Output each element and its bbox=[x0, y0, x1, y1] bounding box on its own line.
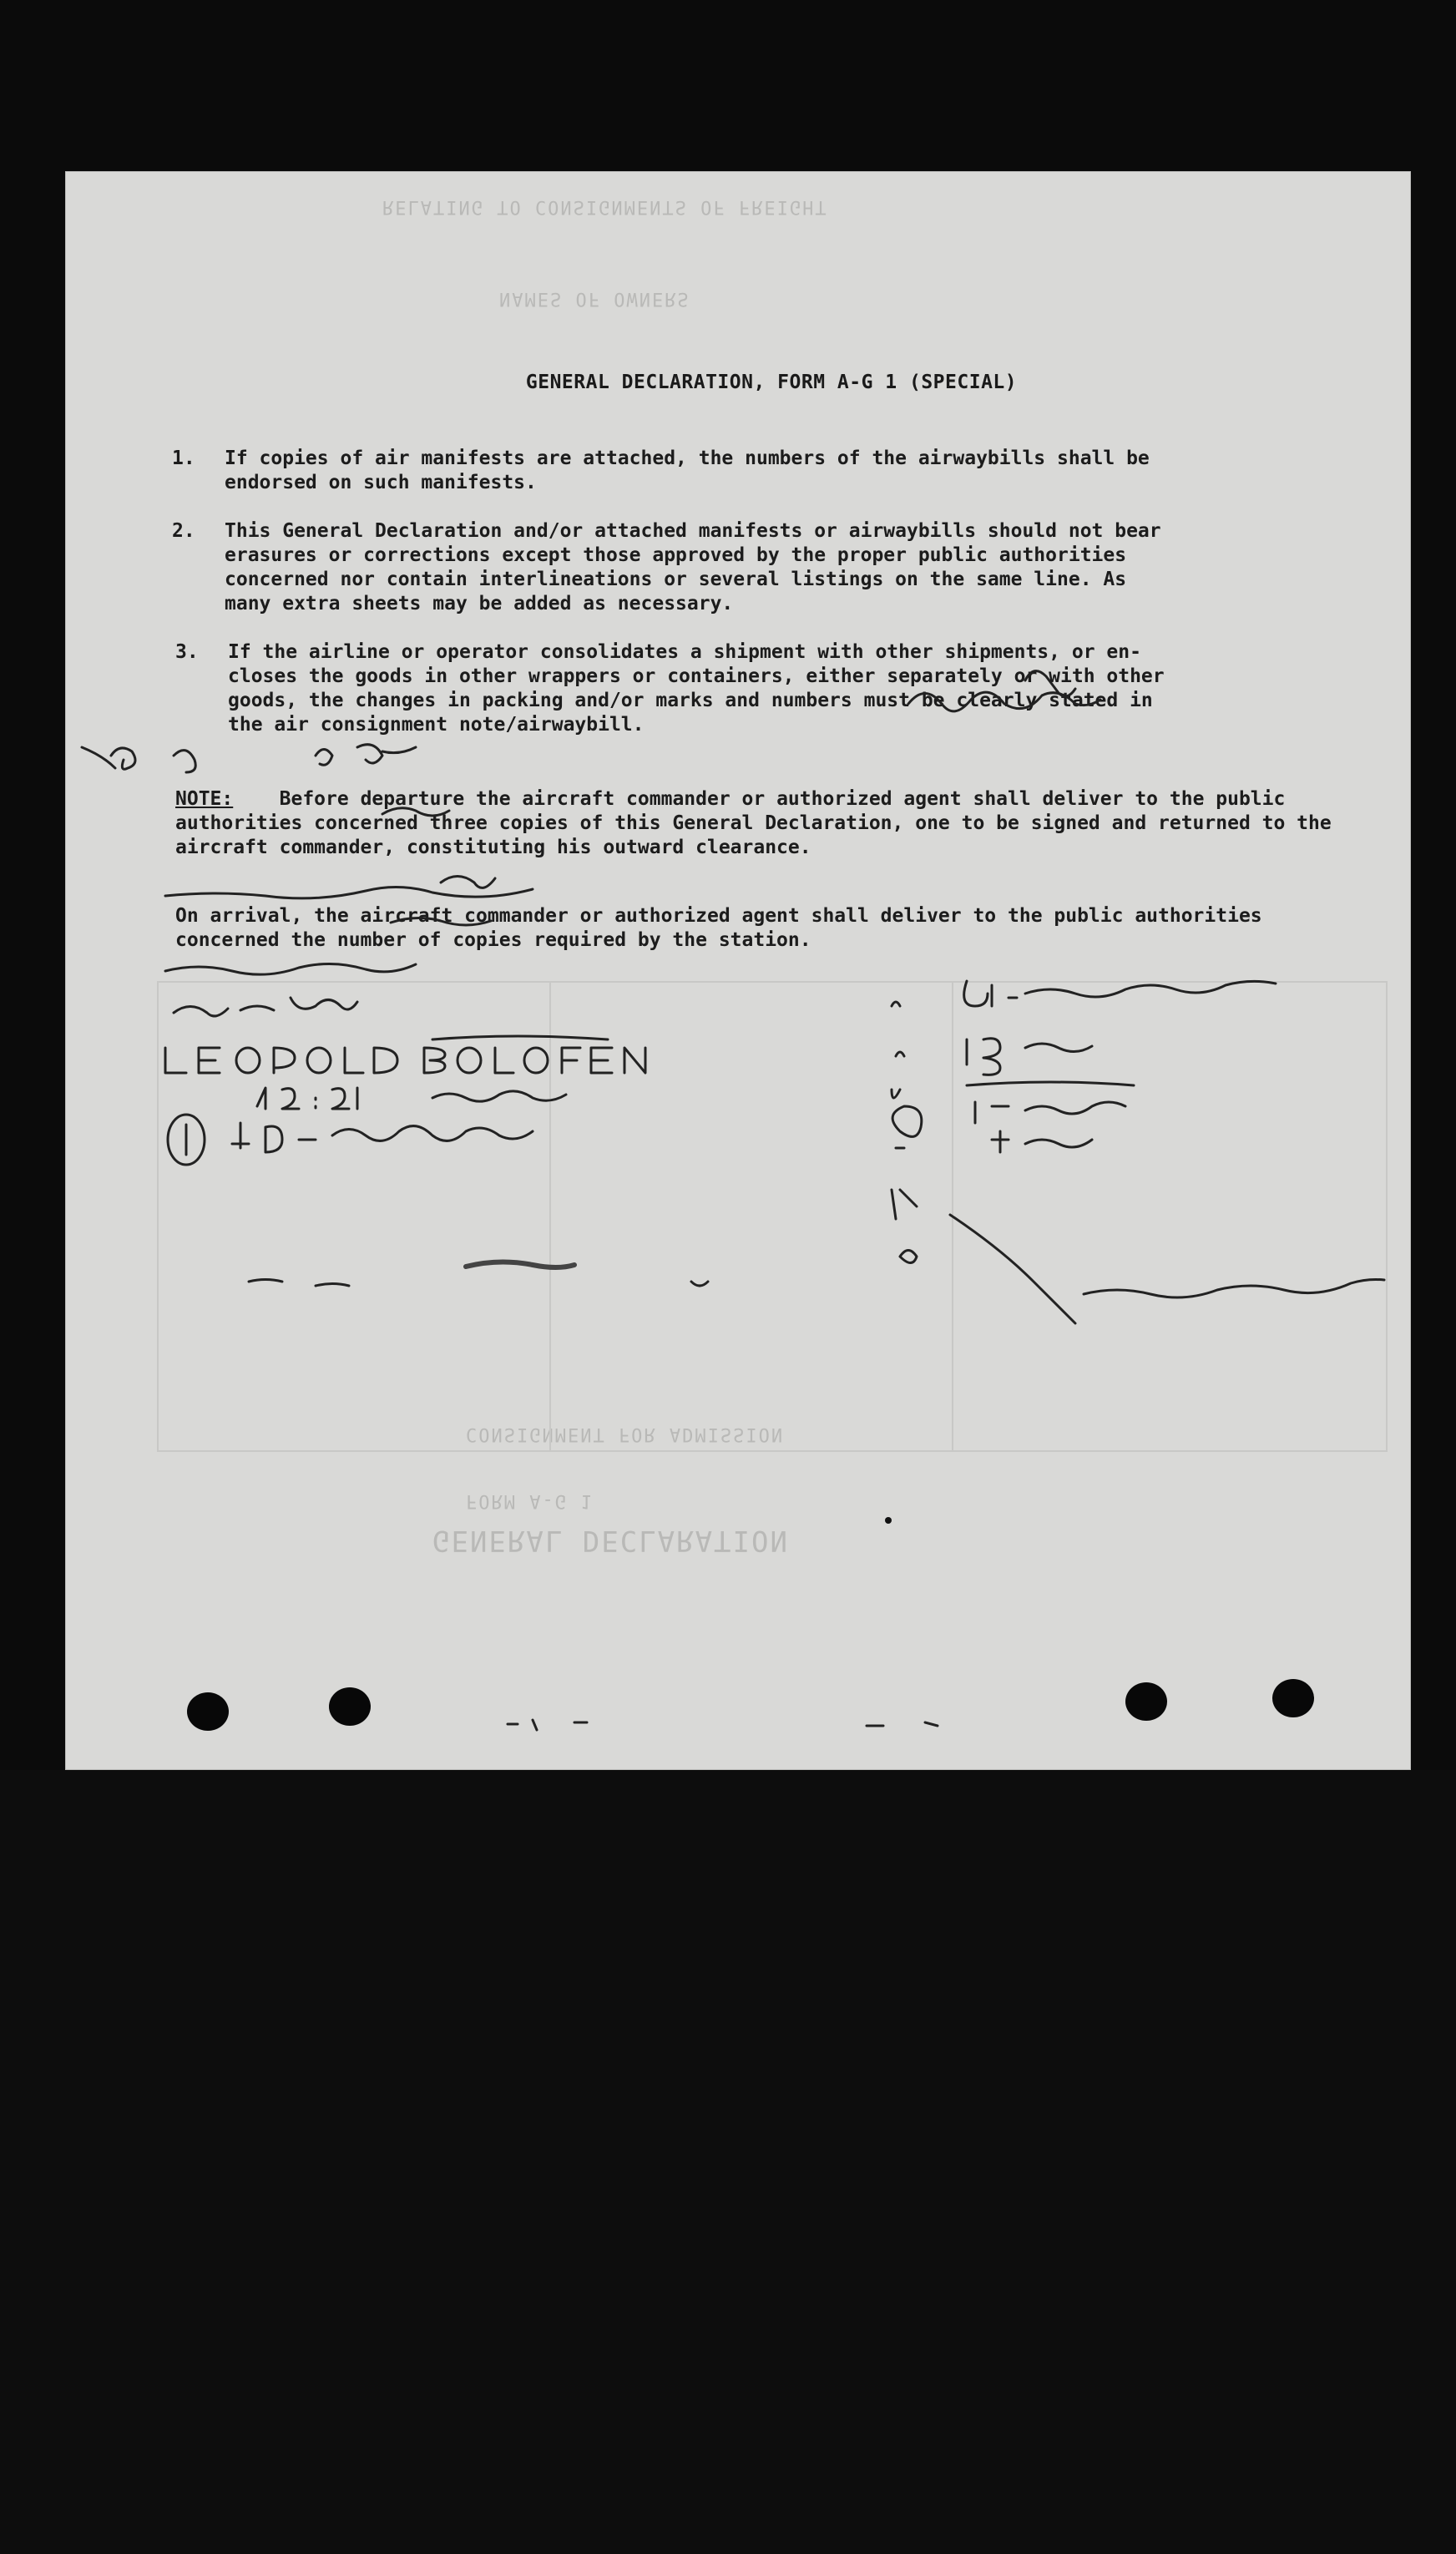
ink-speck bbox=[885, 1517, 892, 1524]
bleed-through-text: GENERAL DECLARATION bbox=[432, 1524, 789, 1557]
document-page bbox=[65, 171, 1411, 1770]
item-text: This General Declaration and/or attached manifests or airwaybills should not bear erasures or corrections except those approved by the proper public authorities concerned nor contain interlineations or several listings on the same line. As many extra sheets may be added as necessary. bbox=[225, 520, 1161, 614]
item-text: If copies of air manifests are attached, the numbers of the airwaybills shall be endorsed on such manifests. bbox=[225, 448, 1150, 493]
punch-hole bbox=[329, 1687, 371, 1726]
form-title: GENERAL DECLARATION, FORM A-G 1 (SPECIAL) bbox=[525, 372, 1018, 393]
bleed-through-text: NAMES OF OWNERS bbox=[499, 288, 690, 309]
bleed-through-text: FORM A-G 1 bbox=[466, 1490, 594, 1511]
bleed-through-text: RELATING TO CONSIGNMENTS OF FREIGHT bbox=[382, 196, 828, 217]
item-number: 2. bbox=[172, 520, 195, 542]
arrival-paragraph: On arrival, the aircraft commander or authorized agent shall deliver to the public authorities concerned the number of copies required by the station. bbox=[175, 905, 1262, 951]
bleed-through-text: CONSIGNMENT FOR ADMISSION bbox=[466, 1424, 785, 1444]
punch-hole bbox=[187, 1692, 229, 1731]
note-text: Before departure the aircraft commander or authorized agent shall deliver to the public authorities concerned three copies of this General Declaration, one to be signed and returned to the aircraft commander, constituting his outward clearance. bbox=[175, 788, 1332, 858]
item-number: 1. bbox=[172, 448, 195, 469]
scan-background bbox=[0, 1770, 1456, 2554]
handwritten-annotations bbox=[65, 171, 1411, 1770]
punch-hole bbox=[1272, 1679, 1314, 1717]
item-text: If the airline or operator consolidates a shipment with other shipments, or en- closes the goods in other wrappers or containers, either separately or with other goods, the changes in packing and/or marks and numbers must be clearly stated in the air consignment note/airwaybill. bbox=[228, 641, 1165, 736]
item-number: 3. bbox=[175, 641, 199, 663]
note-label: NOTE: bbox=[175, 788, 234, 810]
punch-hole bbox=[1125, 1682, 1167, 1721]
